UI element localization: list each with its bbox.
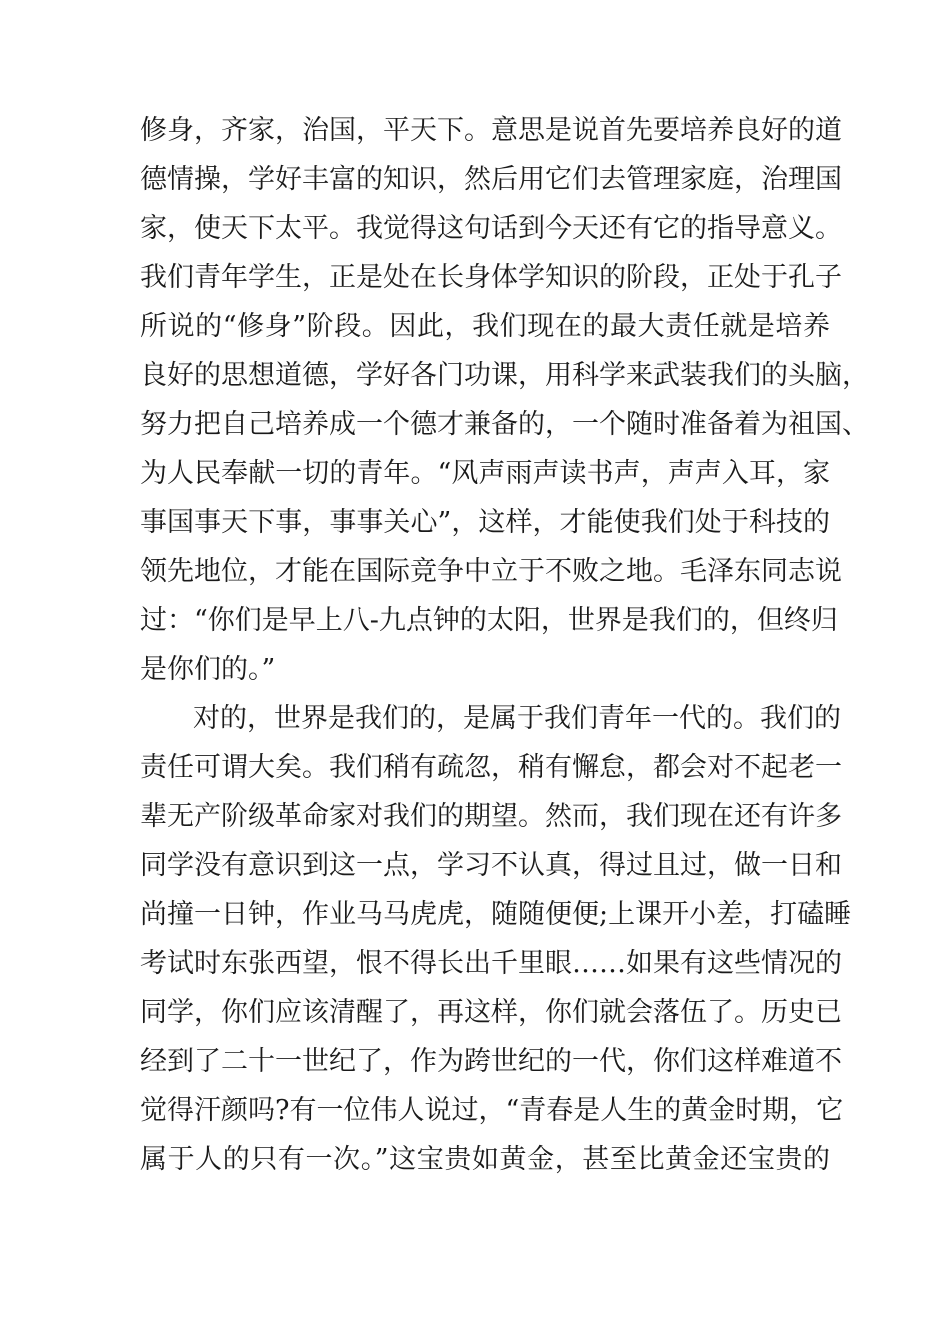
- text-line: 同学没有意识到这一点，学习不认真，得过且过，做一日和: [140, 850, 842, 881]
- text-line: 辈无产阶级革命家对我们的期望。然而，我们现在还有许多: [140, 801, 842, 832]
- paragraph-2: [140, 694, 852, 1184]
- text-line: 责任可谓大矣。我们稍有疏忽，稍有懈怠，都会对不起老一: [140, 752, 842, 783]
- text-line: 对的，世界是我们的，是属于我们青年一代的。我们的: [193, 703, 841, 734]
- text-line: 是你们的。”: [140, 654, 276, 685]
- text-line: 良好的思想道德，学好各门功课，用科学来武装我们的头脑，: [140, 360, 869, 391]
- text-line: 经到了二十一世纪了，作为跨世纪的一代，你们这样难道不: [140, 1046, 842, 1077]
- text-line: 修身，齐家，治国，平天下。意思是说首先要培养良好的道: [140, 115, 842, 146]
- text-line: 过：“你们是早上八-九点钟的太阳，世界是我们的，但终归: [140, 605, 838, 636]
- text-line: 领先地位，才能在国际竞争中立于不败之地。毛泽东同志说: [140, 556, 842, 587]
- text-line: 觉得汗颜吗?有一位伟人说过，“青春是人生的黄金时期，它: [140, 1095, 844, 1126]
- body-text: [140, 106, 869, 1184]
- text-line: 同学，你们应该清醒了，再这样，你们就会落伍了。历史已: [140, 997, 842, 1028]
- text-line: 家，使天下太平。我觉得这句话到今天还有它的指导意义。: [140, 213, 842, 244]
- text-line: 我们青年学生，正是处在长身体学知识的阶段，正处于孔子: [140, 262, 842, 293]
- text-line: 努力把自己培养成一个德才兼备的，一个随时准备着为祖国、: [140, 409, 869, 440]
- text-line: 考试时东张西望，恨不得长出千里眼……如果有这些情况的: [140, 948, 842, 979]
- paragraph-1: [140, 106, 869, 694]
- text-line: 尚撞一日钟，作业马马虎虎，随随便便;上课开小差，打磕睡: [140, 899, 852, 930]
- text-line: 为人民奉献一切的青年。“风声雨声读书声，声声入耳，家: [140, 458, 830, 489]
- text-line: 事国事天下事，事事关心”，这样，才能使我们处于科技的: [140, 507, 830, 538]
- text-line: 德情操，学好丰富的知识，然后用它们去管理家庭，治理国: [140, 164, 842, 195]
- text-line: 属于人的只有一次。”这宝贵如黄金，甚至比黄金还宝贵的: [140, 1144, 830, 1175]
- text-line: 所说的“修身”阶段。因此，我们现在的最大责任就是培养: [140, 311, 830, 342]
